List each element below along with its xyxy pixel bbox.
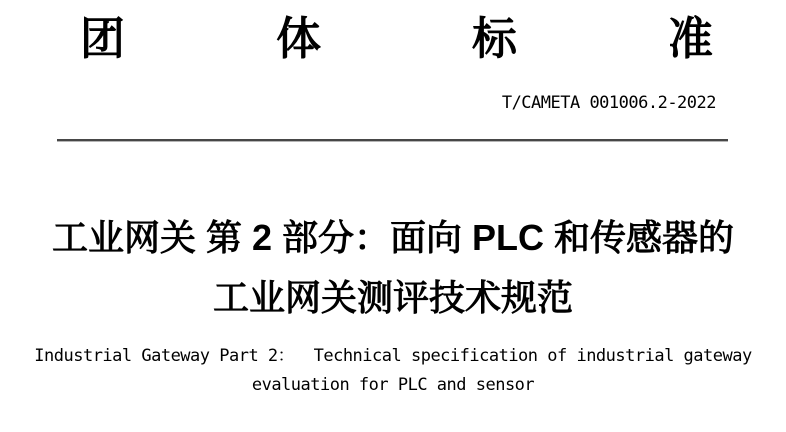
header-divider — [57, 139, 728, 142]
title-en-line1: Industrial Gateway Part 2： Technical specification of industrial gateway — [34, 346, 752, 366]
header-char-4: 准 — [667, 14, 713, 64]
title-en-line2: evaluation for PLC and sensor — [251, 375, 535, 395]
standard-number: T/CAMETA 001006.2-2022 — [501, 93, 716, 113]
title-cn-line1: 工业网关 第 2 部分：面向 PLC 和传感器的 — [51, 217, 735, 258]
header-char-1: 团 — [80, 14, 126, 64]
title-cn-line2: 工业网关测评技术规范 — [212, 277, 573, 318]
header-char-2: 体 — [275, 14, 321, 64]
title-english — [0, 342, 786, 400]
title-chinese — [0, 208, 786, 328]
header-char-3: 标 — [471, 14, 517, 64]
document-type-heading — [80, 14, 713, 64]
